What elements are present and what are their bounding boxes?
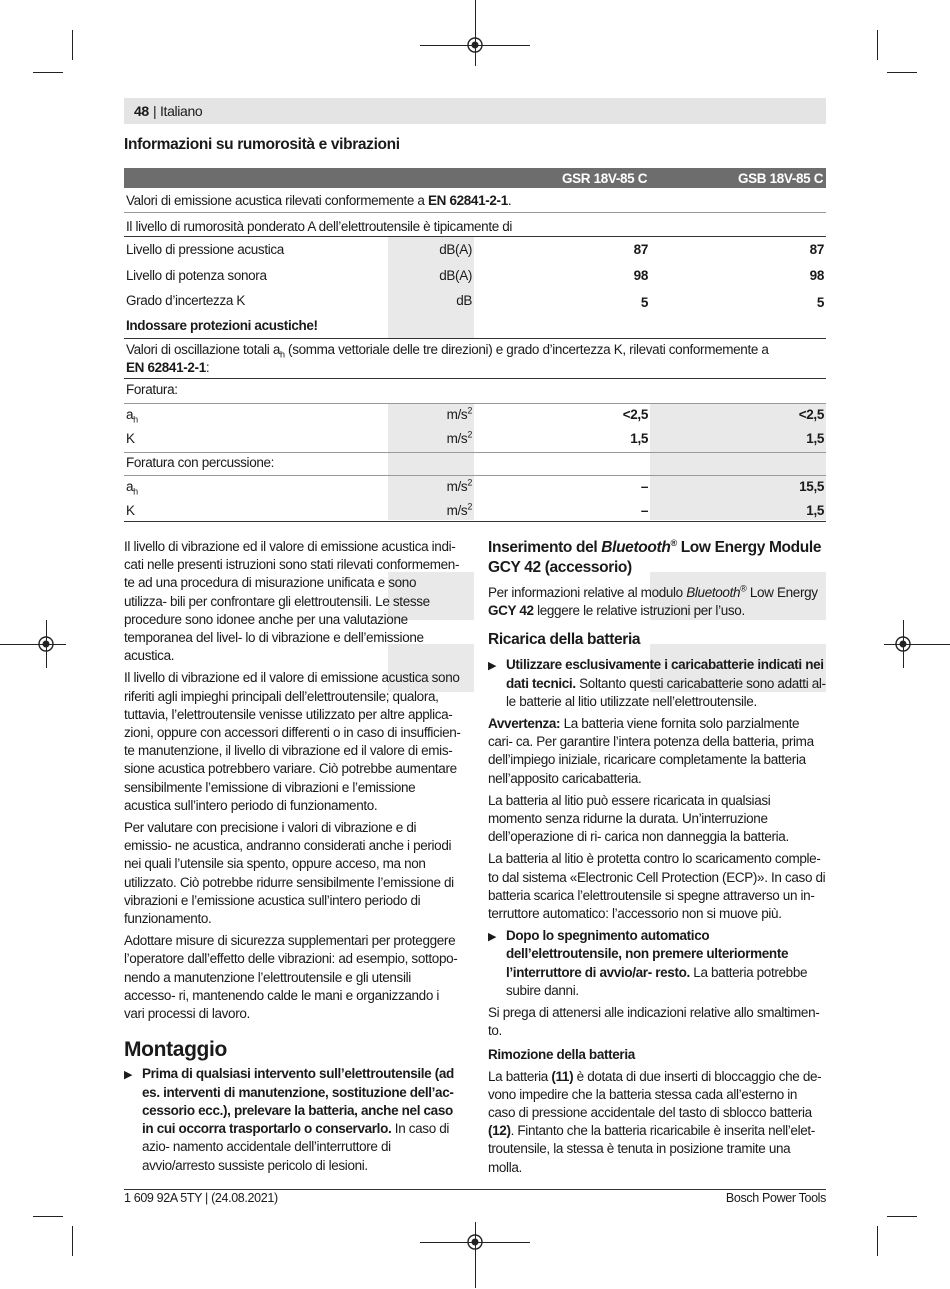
paragraph: Per valutare con precisione i valori di vibrazione e di emissio- ne acustica, andranno considerati anche i periodi nei quali l’utensile sia spento, oppure acceso, ma non utilizzato. Ciò potrebbe ridurre sensibilmente l’emissione di vibrazioni e l’emissione acustica sull’intero periodo di funzionamento. <box>124 820 454 927</box>
drilling-heading: Foratura: <box>126 382 178 397</box>
bullet-triangle-icon: ▶ <box>488 660 497 673</box>
right-column <box>488 538 826 1181</box>
registration-mark-icon <box>894 635 912 653</box>
row-value-gsr: 98 <box>633 268 648 283</box>
registration-mark-icon <box>466 36 484 54</box>
registration-mark-icon <box>37 635 55 653</box>
footer-brand: Bosch Power Tools <box>725 1191 826 1205</box>
table-rule <box>124 521 826 522</box>
crop-mark <box>887 1216 917 1217</box>
paragraph: Il livello di vibrazione ed il valore di emissione acustica sono riferiti agli impieghi principali dell’elettroutensile; qualora, tuttavia, l’elettroutensile venisse utilizzato per altre applica- zioni, oppure con accessori differenti o in caso di insufficien- te manutenzione, il livello di vibrazione ed il valore di emis- sione acustica potrebbero variare. Ciò potrebbe aumentare sensibilmente l’emissione di vibrazioni e l’emissione acustica sull’intero periodo di funzionamento. <box>124 670 461 813</box>
row-label: Grado d’incertezza K <box>126 293 246 308</box>
row-value-gsb: 87 <box>809 242 824 257</box>
row-value-gsb: 5 <box>816 295 824 310</box>
crop-mark <box>877 30 878 60</box>
row-unit: dB <box>456 293 472 308</box>
row-label: K <box>126 431 135 446</box>
paragraph: Adottare misure di sicurezza supplementari per proteggere l’operatore dall’effetto delle vibrazioni: ad esempio, sottopo- nendo a manutenzione l’elettroutensile e gli utensili accesso- ri, mantenendo calde le mani e organizzando i vari processi di lavoro. <box>124 933 458 1022</box>
row-unit: dB(A) <box>439 268 472 283</box>
table-rule <box>124 403 826 404</box>
column-header-gsb: GSB 18V-85 C <box>738 171 824 186</box>
table-rule <box>124 378 826 379</box>
paragraph: Avvertenza: La batteria viene fornita solo parzialmente cari- ca. Per garantire l’intera potenza della batteria, prima dell’impiego iniziale, ricaricare completamente la batteria nell’apposito caricabatteria. <box>488 716 814 786</box>
impact-drilling-heading: Foratura con percussione: <box>126 455 275 470</box>
vibration-standard: EN 62841-2-1: <box>126 360 210 375</box>
section-title: Informazioni su rumorosità e vibrazioni <box>124 136 400 153</box>
table-header <box>124 168 826 188</box>
footer-rule <box>124 1189 826 1190</box>
table-rule <box>124 338 826 339</box>
page-number: 48 <box>134 103 149 119</box>
bullet-item: ▶ Prima di qualsiasi intervento sull’elettroutensile (ad es. interventi di manutenzione, sostituzione dell’ac- cessorio ecc.), prelevare la batteria, anche nel caso in cui occorra trasportarlo o conservarlo. In caso di azio- namento accidentale dell’interruttore di avvio/arresto sussiste pericolo di lesioni. <box>124 1066 454 1173</box>
table-rule <box>124 475 826 476</box>
footer-document-id: 1 609 92A 5TY | (24.08.2021) <box>124 1191 278 1205</box>
emission-intro: Valori di emissione acustica rilevati conformemente a EN 62841-2-1. <box>126 193 512 208</box>
montaggio-heading: Montaggio <box>124 1038 227 1062</box>
row-unit: dB(A) <box>439 242 472 257</box>
paragraph: La batteria (11) è dotata di due inserti di bloccaggio che de- vono impedire che la batteria stessa cada all’esterno in caso di pressione accidentale del tasto di sblocco batteria (12). Fintanto che la batteria ricaricabile è inserita nell’elet- troutensile, la stessa è tenuta in posizione tramite una molla. <box>488 1068 822 1175</box>
row-value-gsb: 15,5 <box>799 479 824 494</box>
table-rule <box>124 212 826 213</box>
header-language: Italiano <box>160 103 203 119</box>
row-unit: $m/s^2$ <box>446 477 472 494</box>
row-value-gsr: 5 <box>640 295 648 310</box>
header-bar <box>124 98 826 124</box>
crop-mark <box>33 72 63 73</box>
column-header-gsr: GSR 18V-85 C <box>562 171 648 186</box>
paragraph: La batteria al litio è protetta contro lo scaricamento comple- to dal sistema «Electronic Cell Protection (ECP)». In caso di batteria scarica l’elettroutensile si spegne attraverso un in- terruttore automatico: l’accessorio non si muove più. <box>488 851 826 922</box>
row-value-gsb: 1,5 <box>806 431 824 446</box>
row-label: Livello di pressione acustica <box>126 242 284 257</box>
paragraph: La batteria al litio può essere ricaricata in qualsiasi momento senza ridurne la durata. Un’interruzione dell’operazione di ri- carica non danneggia la batteria. <box>488 792 789 845</box>
registration-line <box>475 0 476 66</box>
bullet-triangle-icon: ▶ <box>124 1069 133 1082</box>
row-value-gsb: <2,5 <box>798 407 824 422</box>
row-label: K <box>126 503 135 518</box>
crop-mark <box>887 72 917 73</box>
bullet-item: ▶ Dopo lo spegnimento automatico dell’elettroutensile, non premere ulteriormente l’interruttore di avvio/ar- resto. La batteria potrebbe subire danni. <box>488 928 808 998</box>
battery-removal-heading: Rimozione della batteria <box>488 1047 635 1063</box>
left-column <box>124 538 462 1179</box>
paragraph: Si prega di attenersi alle indicazioni relative allo smaltimen- to. <box>488 1005 820 1039</box>
table-rule <box>124 452 826 453</box>
row-label: Livello di potenza sonora <box>126 268 267 283</box>
table-rule <box>124 236 826 237</box>
row-value-gsb: 1,5 <box>806 503 824 518</box>
row-value-gsr: <2,5 <box>622 407 648 422</box>
row-unit: $m/s^2$ <box>446 429 472 446</box>
crop-mark <box>72 1226 73 1256</box>
vibration-intro: Valori di oscillazione totali $a_h$ (somma vettoriale delle tre direzioni) e grado d’incertezza K, rilevati conformemente a <box>126 342 769 360</box>
crop-mark <box>877 1226 878 1256</box>
registration-mark-icon <box>466 1233 484 1251</box>
paragraph: Il livello di vibrazione ed il valore di emissione acustica indi- cati nelle presenti istruzioni sono stati rilevati conformemen- te ad una procedura di misurazione unificata e sono utilizza- bili per confrontare gli elettroutensili. Le stesse procedure sono idonee anche per una valutazione temporanea del livel- lo di vibrazione e dell’emissione acustica. <box>124 539 460 664</box>
row-value-gsr: 1,5 <box>630 431 648 446</box>
ear-protection-warning: Indossare protezioni acustiche! <box>126 318 318 333</box>
crop-mark <box>33 1216 63 1217</box>
charging-heading: Ricarica della batteria <box>488 631 641 649</box>
header-separator: | <box>153 103 157 119</box>
registration-line <box>0 644 66 645</box>
row-label: $a_h$ <box>126 479 138 497</box>
row-value-gsr: – <box>640 503 648 518</box>
registration-line <box>475 1222 476 1288</box>
row-unit: $m/s^2$ <box>446 501 472 518</box>
row-label: $a_h$ <box>126 407 138 425</box>
row-value-gsr: 87 <box>633 242 648 257</box>
level-intro: Il livello di rumorosità ponderato A dell’elettroutensile è tipicamente di <box>126 219 513 234</box>
row-value-gsb: 98 <box>809 268 824 283</box>
bluetooth-heading: Inserimento del Bluetooth® Low Energy Module GCY 42 (accessorio) <box>488 537 822 576</box>
bullet-triangle-icon: ▶ <box>488 931 497 944</box>
row-value-gsr: – <box>640 479 648 494</box>
crop-mark <box>72 30 73 60</box>
bullet-item: ▶ Utilizzare esclusivamente i caricabatterie indicati nei dati tecnici. Soltanto questi caricabatterie sono adatti al- le batterie al litio utilizzate nell’elettroutensile. <box>488 657 826 709</box>
paragraph: Per informazioni relative al modulo Bluetooth® Low Energy GCY 42 leggere le relative istruzioni per l’uso. <box>488 583 818 619</box>
row-unit: $m/s^2$ <box>446 405 472 422</box>
